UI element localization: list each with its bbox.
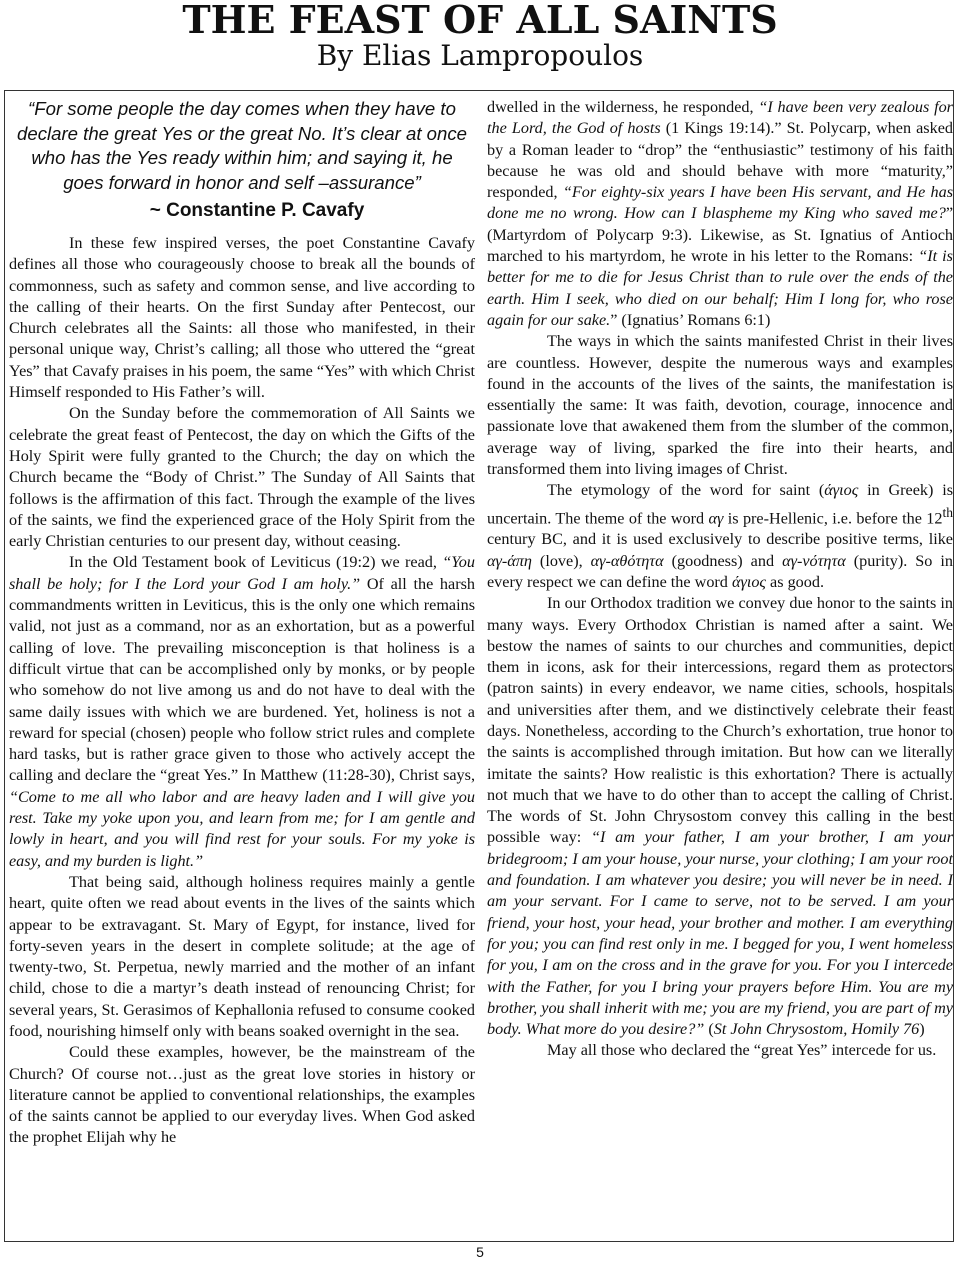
paragraph: [487, 97, 953, 331]
text-run: ): [919, 1020, 925, 1039]
scripture-quote: “I have been very zealous for the Lord, the God of hosts: [487, 98, 953, 138]
text-run: (goodness) and: [663, 551, 783, 570]
paragraph: [487, 480, 953, 593]
text-run: in Greek) is uncertain. The theme of the word: [487, 481, 953, 528]
greek-word: αγ-άπη: [487, 551, 532, 570]
epigraph-quote: “For some people the day comes when they have to declare the great Yes or the great No. It’s clear at once who has the Yes ready within him; and saying it, he goes forward in honor and self –assurance”: [17, 98, 467, 193]
paragraph: The ways in which the saints manifested Christ in their lives are countless. However, despite the numerous ways and examples found in the accounts of the lives of the saints, the manifestation is essentially the same: It was faith, devotion, courage, innocence and passionate love that awakened them from the slumber of the common, average way of living, sparked the fire into their hearts, and transformed them into living images of Christ.: [487, 332, 953, 479]
scripture-quote: “You shall be holy; for I the Lord your God I am holy.”: [9, 553, 475, 593]
saint-quote: “I am your father, I am your brother, I am your bridegroom; I am your house, your nurse, your clothing; I am your root and foundation. I am whatever you desire; you will never be in need. I am your servant. For I came to serve, not to be served. I am your friend, your host, your head, your brother and mother. I am everything for you; you can find rest only in me. I begged for you, I went homeless for you, I am on the cross and in the grave for you. For you I intercede with the Father, for you I bring your prayers before Him. You are my brother, you shall inherit with me; you are my friend, you are part of my body. What more do you desire?”: [487, 828, 954, 1039]
greek-word: αγ: [708, 509, 724, 528]
right-column: [487, 97, 953, 1062]
epigraph-author: ~ Constantine P. Cavafy: [149, 200, 365, 221]
greek-word: άγιος: [824, 481, 859, 500]
text-run: ” (Martyrdom of Polycarp 9:3). Likewise, as St. Ignatius of Antioch marched to his martyrdom, he wrote in his letter to the Romans:: [487, 204, 953, 266]
text-run: (: [704, 1020, 714, 1039]
text-run: In the Old Testament book of Leviticus (19:2) we read,: [69, 553, 443, 572]
text-run: Of all the harsh commandments written in Leviticus, this is the only one which remains valid, not just as a command, nor as an exhortation, but as a powerful calling of love. The prevailing misconception is that holiness is a difficult virtue that can be accomplished only by monks, or by people who somehow do not live among us and do not have to deal with the same daily issues with which we are burdened. Yet, holiness is not a reward for special (chosen) people who follow strict rules and complete hard tasks, but is rather grace given to those who actively accept the calling and declare the “great Yes.” In Matthew (11:28-30), Christ says,: [9, 574, 475, 785]
paragraph: Could these examples, however, be the mainstream of the Church? Of course not…just as the great love stories in history or literature cannot be applied to conventional relationships, the examples of the saints cannot be applied to our everyday lives. When God asked the prophet Elijah why he: [9, 1043, 475, 1147]
page-number: 5: [476, 1244, 484, 1260]
text-run: (1 Kings 19:14).” St. Polycarp, when asked by a Roman leader to “drop” the “enthusiastic” testimony of his faith because he was old and should behave with more “maturity,” responded,: [487, 119, 953, 202]
scripture-quote: “Come to me all who labor and are heavy laden and I will give you rest. Take my yoke upon you, and learn from me; for I am gentle and lowly in heart, and you will find rest for your souls. For my yoke is easy, and my burden is light.”: [9, 787, 475, 870]
paragraph: [487, 593, 953, 1040]
saint-quote: “It is better for me to die for Jesus Christ than to rule over the ends of the earth. Him I seek, who died on our behalf; Him I long for, who rose again for our sake.: [487, 247, 953, 329]
paragraph: [9, 552, 475, 871]
ordinal-suffix: th: [942, 504, 953, 520]
greek-word: αγ-αθότητα: [590, 551, 664, 570]
article-byline: By Elias Lampropoulos: [316, 39, 644, 72]
text-run: century BC, and it is used exclusively to describe positive terms, like: [487, 530, 953, 549]
saint-quote: “For eighty-six years I have been His servant, and He has done me no wrong. How can I blaspheme my King who saved me?: [487, 183, 954, 223]
text-run: is pre-Hellenic, i.e. before the 12: [723, 509, 943, 528]
left-column: [9, 97, 475, 1149]
paragraph: On the Sunday before the commemoration of All Saints we celebrate the great feast of Pentecost, the day on which the Gifts of the Holy Spirit were fully granted to the Church; the day on which the Church became the “Body of Christ.” The Sunday of All Saints that follows is the affirmation of this fact. Through the example of the lives of the saints, we find the experienced grace of the Holy Spirit from the early Christian centuries to our present day, without ceasing.: [9, 404, 475, 551]
text-run: (love),: [531, 551, 591, 570]
text-run: dwelled in the wilderness, he responded,: [487, 98, 759, 116]
citation: St John Chrysostom, Homily 76: [713, 1020, 920, 1039]
greek-word: αγ-νότητα: [782, 551, 846, 570]
text-run: ” (Ignatius’ Romans 6:1): [610, 310, 771, 329]
article-title: THE FEAST OF ALL SAINTS: [182, 0, 778, 42]
text-run: as good.: [766, 572, 824, 591]
text-run: (purity). So in every respect we can define the word: [487, 551, 954, 591]
paragraph: That being said, although holiness requires mainly a gentle heart, quite often we read about events in the lives of the saints which appear to be extravagant. St. Mary of Egypt, for instance, lived for forty-seven years in the desert in complete solitude; at the age of twenty-two, St. Perpetua, newly married and the mother of an infant child, chose to die a martyr’s death instead of renouncing Christ; for several years, St. Gerasimos of Kephallonia refused to consume cooked food, nourishing himself only with beans soaked overnight in the sea.: [9, 872, 475, 1040]
paragraph: In these few inspired verses, the poet Constantine Cavafy defines all those who courageously choose to break all the bounds of commonness, such as safety and common sense, and live according to the calling of their hearts. On the first Sunday after Pentecost, our Church celebrates all the Saints: all those who manifested, in their personal unique way, Christ’s calling; all those who uttered the “great Yes” that Cavafy praises in his poem, the same “Yes” with which Christ Himself responded to His Father’s will.: [9, 234, 475, 402]
greek-word: άγιος: [731, 572, 766, 591]
closing-paragraph: May all those who declared the “great Yes” intercede for us.: [547, 1041, 937, 1060]
text-run: The etymology of the word for saint (: [547, 481, 825, 500]
text-run: In our Orthodox tradition we convey due honor to the saints in many ways. Every Orthodox Christian is named after a saint. We bestow the names of saints to our churches and communities, depict them in icons, ask for their intercessions, regard them as protectors (patron saints) in every endeavor, we name cities, schools, hospitals and universities after them, and we distinctively celebrate their feast days. Nonetheless, according to the Church’s exhortation, true honor to the saints is accomplished through imitation. But how can we literally imitate the saints? How realistic is this exhortation? There is actually not much that we have to do other than to accept the calling of Christ. The words of St. John Chrysostom convey this calling in the best possible way:: [487, 594, 953, 847]
